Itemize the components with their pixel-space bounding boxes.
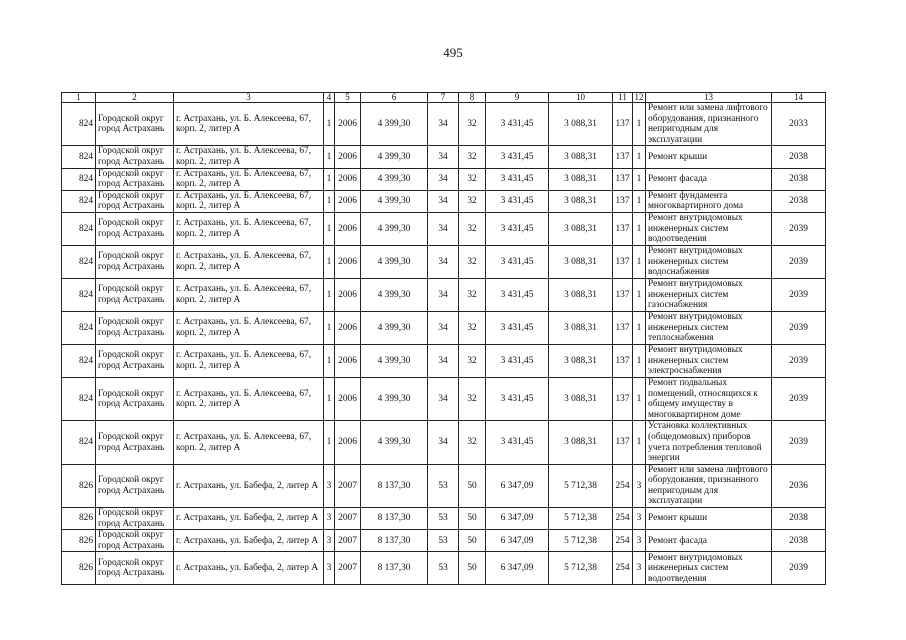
cell-plan-year: 2039: [772, 212, 826, 245]
cell-col7: 53: [428, 552, 459, 585]
cell-floors-code: 3: [324, 508, 335, 530]
cell-residents: 254: [613, 508, 633, 530]
cell-living-area: 3 431,45: [486, 311, 549, 344]
cell-number: 824: [62, 344, 96, 377]
table-row: [62, 552, 826, 585]
cell-number: 826: [62, 464, 96, 507]
cell-number: 824: [62, 278, 96, 311]
cell-living-area: 3 431,45: [486, 344, 549, 377]
cell-col8: 32: [459, 377, 486, 420]
cell-address: г. Астрахань, ул. Б. Алексеева, 67, корп. 2, литер А: [174, 344, 324, 377]
cell-municipality: Городской округ город Астрахань: [96, 508, 174, 530]
cell-municipality: Городской округ город Астрахань: [96, 421, 174, 464]
cell-address: г. Астрахань, ул. Б. Алексеева, 67, корп. 2, литер А: [174, 311, 324, 344]
cell-address: г. Астрахань, ул. Б. Алексеева, 67, корп. 2, литер А: [174, 377, 324, 420]
column-header: 7: [428, 93, 459, 103]
cell-private-area: 3 088,31: [549, 168, 613, 190]
cell-private-area: 3 088,31: [549, 245, 613, 278]
cell-address: г. Астрахань, ул. Бабефа, 2, литер А: [174, 530, 324, 552]
cell-work-type: Ремонт внутридомовых инженерных систем теплоснабжения: [646, 311, 772, 344]
table-row: [62, 190, 826, 212]
cell-municipality: Городской округ город Астрахань: [96, 103, 174, 146]
cell-total-area: 4 399,30: [361, 311, 428, 344]
cell-plan-year: 2038: [772, 146, 826, 168]
cell-number: 824: [62, 377, 96, 420]
cell-municipality: Городской округ город Астрахань: [96, 377, 174, 420]
cell-residents: 137: [613, 168, 633, 190]
cell-col12: 1: [633, 103, 646, 146]
table-body: [62, 103, 826, 585]
cell-total-area: 8 137,30: [361, 530, 428, 552]
cell-floors-code: 3: [324, 530, 335, 552]
cell-plan-year: 2039: [772, 245, 826, 278]
cell-total-area: 4 399,30: [361, 212, 428, 245]
table-row: [62, 311, 826, 344]
cell-municipality: Городской округ город Астрахань: [96, 146, 174, 168]
cell-private-area: 3 088,31: [549, 103, 613, 146]
cell-total-area: 4 399,30: [361, 190, 428, 212]
cell-work-type: Ремонт крыши: [646, 508, 772, 530]
cell-total-area: 4 399,30: [361, 421, 428, 464]
cell-plan-year: 2036: [772, 464, 826, 507]
cell-address: г. Астрахань, ул. Б. Алексеева, 67, корп. 2, литер А: [174, 278, 324, 311]
cell-total-area: 8 137,30: [361, 464, 428, 507]
cell-col12: 1: [633, 245, 646, 278]
cell-living-area: 6 347,09: [486, 552, 549, 585]
cell-address: г. Астрахань, ул. Б. Алексеева, 67, корп. 2, литер А: [174, 168, 324, 190]
cell-col12: 1: [633, 421, 646, 464]
cell-number: 824: [62, 168, 96, 190]
cell-number: 824: [62, 245, 96, 278]
table-row: [62, 421, 826, 464]
cell-col8: 32: [459, 146, 486, 168]
column-header: 9: [486, 93, 549, 103]
cell-col12: 1: [633, 344, 646, 377]
cell-work-type: Ремонт или замена лифтового оборудования, признанного непригодным для эксплуатации: [646, 103, 772, 146]
column-header: 2: [96, 93, 174, 103]
cell-private-area: 5 712,38: [549, 530, 613, 552]
cell-year: 2006: [335, 421, 361, 464]
cell-number: 826: [62, 508, 96, 530]
cell-work-type: Ремонт подвальных помещений, относящихся к общему имуществу в многоквартирном доме: [646, 377, 772, 420]
cell-residents: 137: [613, 146, 633, 168]
cell-living-area: 3 431,45: [486, 278, 549, 311]
cell-municipality: Городской округ город Астрахань: [96, 212, 174, 245]
cell-year: 2006: [335, 278, 361, 311]
cell-year: 2006: [335, 212, 361, 245]
column-header: 4: [324, 93, 335, 103]
cell-work-type: Установка коллективных (общедомовых) приборов учета потребления тепловой энергии: [646, 421, 772, 464]
cell-living-area: 6 347,09: [486, 464, 549, 507]
cell-col7: 34: [428, 377, 459, 420]
cell-col12: 3: [633, 464, 646, 507]
cell-total-area: 8 137,30: [361, 552, 428, 585]
cell-col12: 1: [633, 168, 646, 190]
cell-floors-code: 1: [324, 103, 335, 146]
table-row: [62, 103, 826, 146]
cell-municipality: Городской округ город Астрахань: [96, 344, 174, 377]
cell-col7: 34: [428, 103, 459, 146]
cell-number: 824: [62, 146, 96, 168]
cell-col7: 34: [428, 311, 459, 344]
cell-private-area: 5 712,38: [549, 464, 613, 507]
cell-year: 2006: [335, 344, 361, 377]
cell-municipality: Городской округ город Астрахань: [96, 190, 174, 212]
cell-municipality: Городской округ город Астрахань: [96, 311, 174, 344]
table-row: [62, 146, 826, 168]
cell-work-type: Ремонт внутридомовых инженерных систем газоснабжения: [646, 278, 772, 311]
cell-total-area: 4 399,30: [361, 245, 428, 278]
cell-col8: 50: [459, 464, 486, 507]
cell-address: г. Астрахань, ул. Б. Алексеева, 67, корп. 2, литер А: [174, 212, 324, 245]
cell-residents: 137: [613, 377, 633, 420]
cell-col7: 34: [428, 168, 459, 190]
cell-floors-code: 1: [324, 190, 335, 212]
column-header: 13: [646, 93, 772, 103]
capital-repair-table: [61, 92, 826, 585]
table-row: [62, 377, 826, 420]
cell-private-area: 3 088,31: [549, 212, 613, 245]
cell-residents: 137: [613, 245, 633, 278]
page-number: 495: [443, 45, 463, 60]
cell-floors-code: 1: [324, 344, 335, 377]
cell-municipality: Городской округ город Астрахань: [96, 530, 174, 552]
cell-living-area: 6 347,09: [486, 530, 549, 552]
cell-address: г. Астрахань, ул. Бабефа, 2, литер А: [174, 508, 324, 530]
cell-plan-year: 2033: [772, 103, 826, 146]
cell-living-area: 3 431,45: [486, 103, 549, 146]
cell-col7: 34: [428, 245, 459, 278]
cell-municipality: Городской округ город Астрахань: [96, 168, 174, 190]
cell-residents: 137: [613, 212, 633, 245]
cell-number: 826: [62, 552, 96, 585]
cell-work-type: Ремонт внутридомовых инженерных систем водоотведения: [646, 212, 772, 245]
cell-col7: 34: [428, 146, 459, 168]
cell-number: 824: [62, 311, 96, 344]
cell-municipality: Городской округ город Астрахань: [96, 245, 174, 278]
cell-year: 2006: [335, 245, 361, 278]
cell-number: 824: [62, 190, 96, 212]
table-row: [62, 508, 826, 530]
cell-col8: 32: [459, 190, 486, 212]
cell-year: 2007: [335, 464, 361, 507]
cell-address: г. Астрахань, ул. Бабефа, 2, литер А: [174, 552, 324, 585]
cell-plan-year: 2038: [772, 168, 826, 190]
cell-col8: 50: [459, 530, 486, 552]
cell-living-area: 3 431,45: [486, 146, 549, 168]
cell-residents: 137: [613, 103, 633, 146]
cell-floors-code: 1: [324, 278, 335, 311]
cell-private-area: 3 088,31: [549, 421, 613, 464]
cell-number: 826: [62, 530, 96, 552]
cell-residents: 137: [613, 278, 633, 311]
table-row: [62, 344, 826, 377]
cell-col8: 32: [459, 311, 486, 344]
cell-year: 2006: [335, 377, 361, 420]
table-row: [62, 464, 826, 507]
cell-floors-code: 1: [324, 212, 335, 245]
cell-col12: 3: [633, 508, 646, 530]
column-header: 5: [335, 93, 361, 103]
cell-col12: 1: [633, 377, 646, 420]
cell-col8: 32: [459, 344, 486, 377]
cell-work-type: Ремонт фундамента многоквартирного дома: [646, 190, 772, 212]
cell-col8: 32: [459, 168, 486, 190]
column-header: 6: [361, 93, 428, 103]
cell-col8: 50: [459, 508, 486, 530]
cell-living-area: 3 431,45: [486, 245, 549, 278]
cell-residents: 254: [613, 464, 633, 507]
cell-col8: 32: [459, 245, 486, 278]
cell-work-type: Ремонт внутридомовых инженерных систем водоснабжения: [646, 245, 772, 278]
cell-residents: 137: [613, 421, 633, 464]
cell-work-type: Ремонт фасада: [646, 168, 772, 190]
cell-residents: 254: [613, 552, 633, 585]
cell-total-area: 4 399,30: [361, 344, 428, 377]
cell-col7: 34: [428, 190, 459, 212]
cell-floors-code: 1: [324, 421, 335, 464]
cell-floors-code: 1: [324, 377, 335, 420]
cell-plan-year: 2039: [772, 278, 826, 311]
cell-total-area: 4 399,30: [361, 146, 428, 168]
cell-year: 2006: [335, 168, 361, 190]
column-numbers-row: [62, 93, 826, 103]
cell-year: 2007: [335, 508, 361, 530]
cell-plan-year: 2039: [772, 311, 826, 344]
column-header: 10: [549, 93, 613, 103]
cell-col8: 32: [459, 421, 486, 464]
cell-address: г. Астрахань, ул. Бабефа, 2, литер А: [174, 464, 324, 507]
cell-col7: 34: [428, 278, 459, 311]
cell-col12: 1: [633, 278, 646, 311]
cell-private-area: 3 088,31: [549, 190, 613, 212]
cell-col7: 34: [428, 421, 459, 464]
cell-residents: 254: [613, 530, 633, 552]
cell-private-area: 3 088,31: [549, 146, 613, 168]
table-row: [62, 212, 826, 245]
cell-col7: 34: [428, 212, 459, 245]
cell-address: г. Астрахань, ул. Б. Алексеева, 67, корп. 2, литер А: [174, 103, 324, 146]
cell-work-type: Ремонт крыши: [646, 146, 772, 168]
cell-municipality: Городской округ город Астрахань: [96, 552, 174, 585]
cell-municipality: Городской округ город Астрахань: [96, 464, 174, 507]
cell-col12: 1: [633, 212, 646, 245]
column-header: 12: [634, 92, 644, 102]
cell-private-area: 3 088,31: [549, 344, 613, 377]
cell-work-type: Ремонт или замена лифтового оборудования, признанного непригодным для эксплуатации: [646, 464, 772, 507]
cell-private-area: 3 088,31: [549, 377, 613, 420]
cell-private-area: 5 712,38: [549, 552, 613, 585]
cell-col7: 53: [428, 464, 459, 507]
cell-living-area: 3 431,45: [486, 421, 549, 464]
cell-year: 2007: [335, 530, 361, 552]
cell-address: г. Астрахань, ул. Б. Алексеева, 67, корп. 2, литер А: [174, 421, 324, 464]
cell-plan-year: 2038: [772, 508, 826, 530]
cell-col8: 32: [459, 278, 486, 311]
cell-plan-year: 2039: [772, 552, 826, 585]
cell-plan-year: 2039: [772, 344, 826, 377]
cell-col12: 1: [633, 311, 646, 344]
cell-plan-year: 2039: [772, 421, 826, 464]
cell-private-area: 5 712,38: [549, 508, 613, 530]
cell-private-area: 3 088,31: [549, 278, 613, 311]
table-header: [62, 93, 826, 103]
cell-living-area: 3 431,45: [486, 212, 549, 245]
cell-residents: 137: [613, 190, 633, 212]
cell-work-type: Ремонт внутридомовых инженерных систем водоотведения: [646, 552, 772, 585]
cell-col7: 53: [428, 530, 459, 552]
table-row: [62, 168, 826, 190]
cell-number: 824: [62, 103, 96, 146]
column-header: 1: [62, 93, 96, 103]
cell-living-area: 3 431,45: [486, 190, 549, 212]
cell-floors-code: 3: [324, 464, 335, 507]
cell-number: 824: [62, 421, 96, 464]
cell-living-area: 3 431,45: [486, 377, 549, 420]
cell-floors-code: 1: [324, 146, 335, 168]
cell-year: 2006: [335, 190, 361, 212]
table-row: [62, 245, 826, 278]
cell-living-area: 3 431,45: [486, 168, 549, 190]
cell-col12: 3: [633, 530, 646, 552]
cell-floors-code: 1: [324, 168, 335, 190]
cell-total-area: 4 399,30: [361, 168, 428, 190]
cell-col8: 32: [459, 103, 486, 146]
cell-col12: 1: [633, 190, 646, 212]
cell-col8: 50: [459, 552, 486, 585]
cell-total-area: 4 399,30: [361, 103, 428, 146]
cell-living-area: 6 347,09: [486, 508, 549, 530]
cell-floors-code: 1: [324, 311, 335, 344]
cell-col8: 32: [459, 212, 486, 245]
cell-residents: 137: [613, 344, 633, 377]
cell-total-area: 4 399,30: [361, 278, 428, 311]
cell-address: г. Астрахань, ул. Б. Алексеева, 67, корп. 2, литер А: [174, 190, 324, 212]
cell-work-type: Ремонт внутридомовых инженерных систем электроснабжения: [646, 344, 772, 377]
cell-year: 2006: [335, 311, 361, 344]
cell-col7: 53: [428, 508, 459, 530]
cell-year: 2007: [335, 552, 361, 585]
cell-address: г. Астрахань, ул. Б. Алексеева, 67, корп. 2, литер А: [174, 146, 324, 168]
cell-private-area: 3 088,31: [549, 311, 613, 344]
cell-col12: 1: [633, 146, 646, 168]
cell-residents: 137: [613, 311, 633, 344]
table-row: [62, 278, 826, 311]
column-header: 11: [613, 93, 633, 103]
cell-year: 2006: [335, 146, 361, 168]
table-row: [62, 530, 826, 552]
cell-municipality: Городской округ город Астрахань: [96, 278, 174, 311]
column-header: 8: [459, 93, 486, 103]
cell-floors-code: 1: [324, 245, 335, 278]
column-header: 14: [772, 93, 826, 103]
cell-total-area: 8 137,30: [361, 508, 428, 530]
cell-total-area: 4 399,30: [361, 377, 428, 420]
cell-work-type: Ремонт фасада: [646, 530, 772, 552]
cell-col12: 3: [633, 552, 646, 585]
cell-col7: 34: [428, 344, 459, 377]
cell-address: г. Астрахань, ул. Б. Алексеева, 67, корп. 2, литер А: [174, 245, 324, 278]
cell-year: 2006: [335, 103, 361, 146]
cell-plan-year: 2038: [772, 190, 826, 212]
cell-plan-year: 2038: [772, 530, 826, 552]
column-header: 3: [174, 93, 324, 103]
cell-plan-year: 2039: [772, 377, 826, 420]
cell-floors-code: 3: [324, 552, 335, 585]
cell-number: 824: [62, 212, 96, 245]
